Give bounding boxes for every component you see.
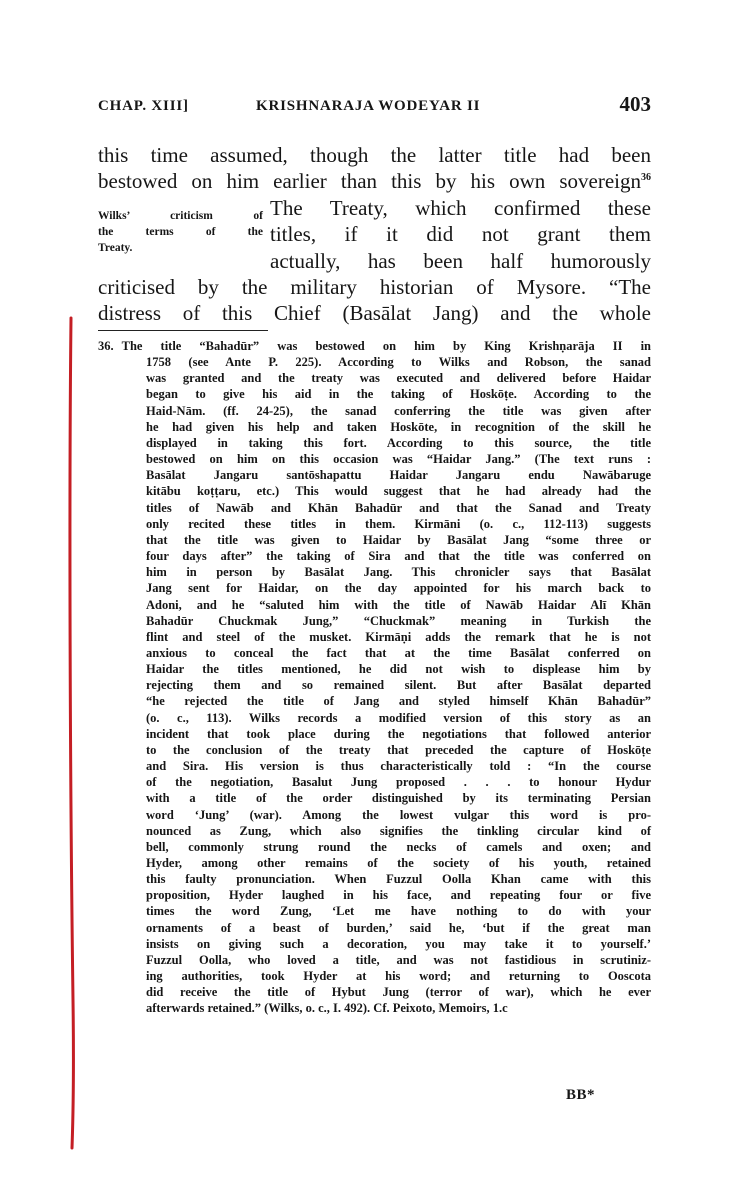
footnote-line: ornaments of a beast of burden,’ said he, ‘but if the great man (146, 920, 651, 935)
red-margin-stroke (70, 318, 73, 1148)
footnote-line: with a title of the order distinguished by its terminating Persian (146, 791, 651, 806)
footnote-line: was granted and the treaty was executed and delivered before Haidar (146, 371, 651, 386)
margin-note-line: Treaty. (98, 242, 133, 254)
footnote-line: afterwards retained.” (Wilks, o. c., I. 492). Cf. Peixoto, Memoirs, 1.c (146, 1001, 508, 1016)
footnote-line: Haid-Nām. (ff. 24-25), the sanad conferring the title was given after (146, 403, 651, 418)
footnote-line: word ‘Jung’ (war). Among the lowest vulgar this word is pro- (146, 807, 651, 822)
margin-note-line: the terms of the (98, 226, 263, 238)
footnote-line: kitābu koṭṭaru, etc.) This would suggest that he had already had the (146, 484, 651, 499)
footnote-line: proposition, Hyder laughed in his face, and repeating four or five (146, 888, 651, 903)
footnote-line: and Sira. His version is thus characteristically told : “In the course (146, 759, 651, 774)
footnote-line: to the conclusion of the treaty that preceded the capture of Hoskōṭe (146, 742, 651, 757)
footnote-line: incident that took place during the negotiations that followed anterior (146, 726, 651, 741)
footnote-line: Adoni, and he “saluted him with the title of Nawāb Haidar Alī Khān (146, 597, 651, 612)
body-line: distress of this Chief (Basālat Jang) and the whole (98, 301, 651, 325)
footnote-line: times the word Zung, ‘Let me have nothing to do with your (146, 904, 651, 919)
margin-note-line: Wilks’ criticism of (98, 210, 263, 222)
footnote-line: ing authorities, took Hyder at his word; and returning to Ooscota (146, 969, 651, 984)
footnote-line: (o. c., 113). Wilks records a modified version of this story as an (146, 710, 651, 725)
footnote-line: him in person by Basālat Jang. This chronicler says that Basālat (146, 565, 651, 580)
body-line-text: bestowed on him earlier than this by his own sovereign (98, 169, 641, 193)
body-line: The Treaty, which confirmed these (270, 196, 651, 220)
footnote-line: flint and steel of the musket. Kirmāṇi adds the remark that he is not (146, 629, 651, 644)
footnote-line: rejecting them and so remained silent. But after Basālat departed (146, 678, 651, 693)
footnote-reference[interactable]: 36 (641, 172, 651, 183)
footnote-line: Basālat Jangaru santōshapattu Haidar Jangaru endu Nawābaruge (146, 468, 651, 483)
footnote-line: nounced as Zung, which also signifies the tinkling circular kind of (146, 823, 651, 838)
page-number: 403 (619, 92, 651, 116)
footnote-line: of the negotiation, Basalut Jung proposed . . . to honour Hydur (146, 775, 651, 790)
footnote-line: Bahadūr Chuckmak Jung,” “Chuckmak” meaning in Turkish the (146, 613, 651, 628)
footnote-line: Haidar the titles mentioned, he did not wish to displease him by (146, 662, 651, 677)
running-title: KRISHNARAJA WODEYAR II (256, 98, 481, 114)
footnote-line: “he rejected the title of Jang and styled himself Khān Bahadūr” (146, 694, 651, 709)
footnote-line: began to give his aid in the taking of Hoskōṭe. According to the (146, 387, 651, 402)
footnote-line-text: The title “Bahadūr” was bestowed on him by King Krishṇarāja II in (121, 339, 651, 353)
footnote-line: four days after” the taking of Sira and that the title was conferred on (146, 549, 651, 564)
footnote-number: 36. (98, 339, 114, 353)
body-line: titles, if it did not grant them (270, 222, 651, 246)
footnote-line: anxious to conceal the fact that at the time Basālat conferred on (146, 645, 651, 660)
footnote-line: that the title was given to Haidar by Basālat Jang “some three or (146, 532, 651, 547)
body-line: actually, has been half humorously (270, 249, 651, 273)
footnote-line: bestowed on him on this occasion was “Haidar Jang.” (The text runs : (146, 452, 651, 467)
footnote-line: he had given his help and taken Hoskōte, in recognition of the skill he (146, 419, 651, 434)
footnote-line: 1758 (see Ante P. 225). According to Wilks and Robson, the sanad (146, 355, 651, 370)
footnote-line: titles of Nawāb and Khān Bahadūr and that the Sanad and Treaty (146, 500, 651, 515)
footnote-line: Hyder, among other remains of the society of his youth, retained (146, 856, 651, 870)
chapter-label: CHAP. XIII] (98, 98, 189, 114)
footnote-line: did receive the title of Hybut Jung (terror of war), which he ever (146, 985, 651, 1000)
footnote-line: bell, commonly strung round the necks of camels and oxen; and (146, 839, 651, 854)
footnote-line: Jang sent for Haidar, on the day appointed for his march back to (146, 581, 651, 596)
body-line: this time assumed, though the latter title had been (98, 143, 651, 167)
printer-signature-mark: BB* (566, 1087, 596, 1103)
body-line: criticised by the military historian of Mysore. “The (98, 275, 651, 299)
footnote-line: Fuzzul Oolla, who loved a title, and was not fastidious in scrutiniz- (146, 952, 651, 967)
footnote-line: displayed in taking this fort. According to this source, the title (146, 435, 651, 450)
footnote-line: this faulty pronunciation. When Fuzzul Oolla Khan came with this (146, 872, 651, 887)
footnote-line: only recited these titles in them. Kirmāni (o. c., 112-113) suggests (146, 516, 651, 531)
footnote-line: insists on giving such a decoration, you may take it to yourself.’ (146, 936, 651, 951)
